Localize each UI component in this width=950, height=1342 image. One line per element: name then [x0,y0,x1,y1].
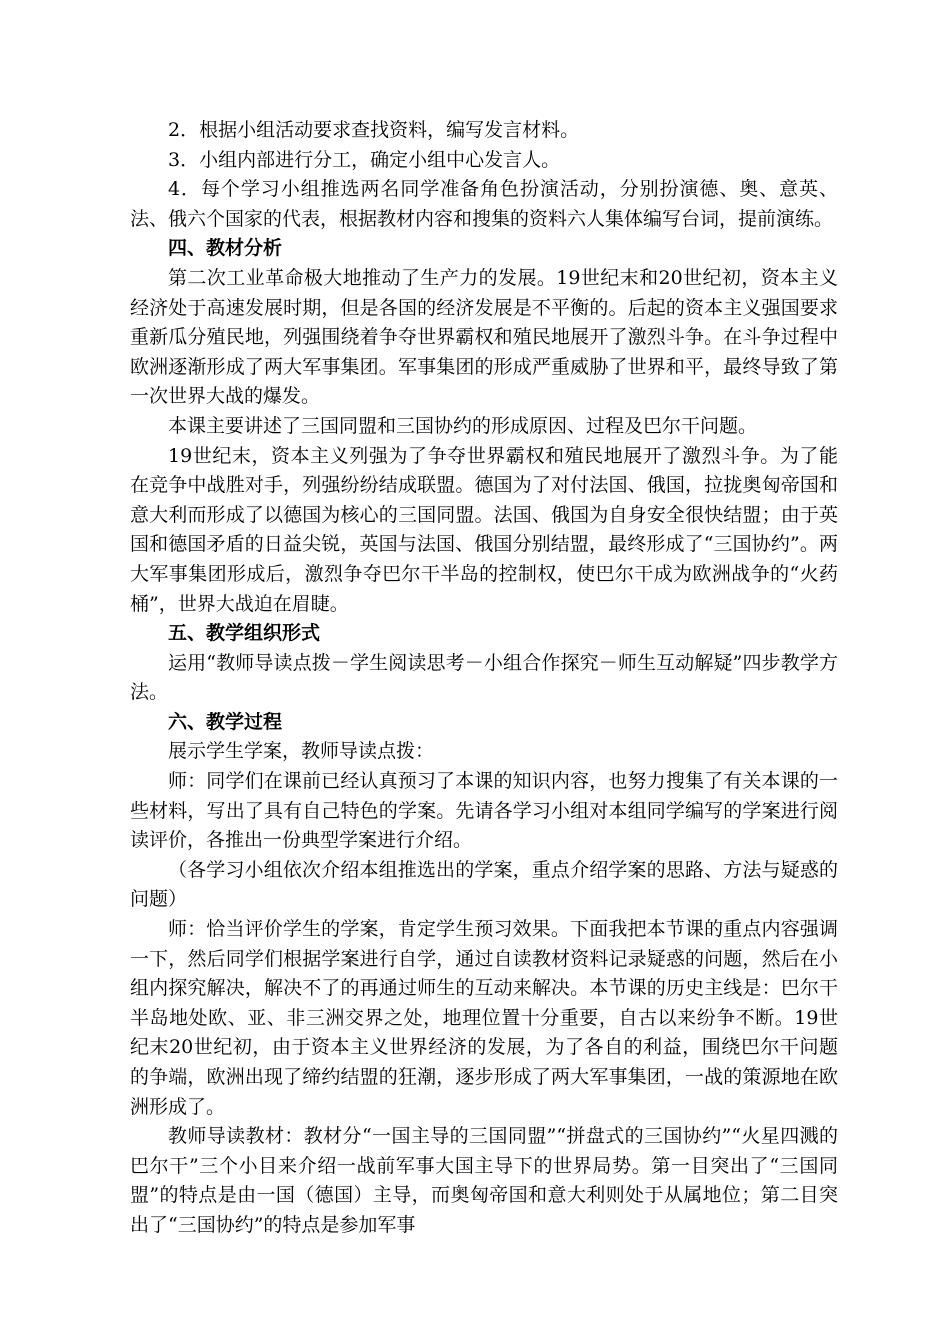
paragraph: 第二次工业革命极大地推动了生产力的发展。19世纪末和20世纪初，资本主义经济处于高速发展时期，但是各国的经济发展是不平衡的。后起的资本主义强国要求重新瓜分殖民地，列强围绕着争夺世界霸权和殖民地展开了激烈斗争。在斗争过程中欧洲逐渐形成了两大军事集团。军事集团的形成严重威胁了世界和平，最终导致了第一次世界大战的爆发。 [130,266,838,408]
paragraph: 3．小组内部进行分工，确定小组中心发言人。 [168,148,561,171]
section-heading: 六、教学过程 [168,710,283,733]
paragraph: 展示学生学案，教师导读点拨： [168,740,435,763]
paragraph: 教师导读教材：教材分“一国主导的三国同盟”“拼盘式的三国协约”“火星四溅的巴尔干”三个小目来介绍一战前军事大国主导下的世界局势。第一目突出了“三国同盟”的特点是由一国（德国）主导，而奥匈帝国和意大利则处于从属地位；第二目突出了“三国协约”的特点是参加军事 [130,1125,838,1236]
paragraph: 2．根据小组活动要求查找资料，编写发言材料。 [168,119,580,141]
paragraph: 4．每个学习小组推选两名同学准备角色扮演活动，分别扮演德、奥、意英、法、俄六个国家的代表，根据教材内容和搜集的资料六人集体编写台词，提前演练。 [130,178,838,230]
document-body [130,116,838,1241]
paragraph: 师：恰当评价学生的学案，肯定学生预习效果。下面我把本节课的重点内容强调一下，然后同学们根据学案进行自学，通过自读教材资料记录疑惑的问题，然后在小组内探究解决，解决不了的再通过师生的互动来解决。本节课的历史主线是：巴尔干半岛地处欧、亚、非三洲交界之处，地理位置十分重要，自古以来纷争不断。19世纪末20世纪初，由于资本主义世界经济的发展，为了各自的利益，围绕巴尔干问题的争端，欧洲出现了缔约结盟的狂潮，逐步形成了两大军事集团，一战的策源地在欧洲形成了。 [130,918,838,1118]
paragraph: 运用“教师导读点拨－学生阅读思考－小组合作探究－师生互动解疑”四步教学方法。 [130,651,838,704]
section-heading: 四、教材分析 [168,237,283,260]
paragraph: 师：同学们在课前已经认真预习了本课的知识内容，也努力搜集了有关本课的一些材料，写出了具有自己特色的学案。先请各学习小组对本组同学编写的学案进行阅读评价，各推出一份典型学案进行介绍。 [130,770,838,852]
paragraph: 本课主要讲述了三国同盟和三国协约的形成原因、过程及巴尔干问题。 [168,414,758,437]
paragraph: 19世纪末，资本主义列强为了争夺世界霸权和殖民地展开了激烈斗争。为了能在竞争中战胜对手，列强纷纷结成联盟。德国为了对付法国、俄国，拉拢奥匈帝国和意大利而形成了以德国为核心的三国同盟。法国、俄国为自身安全很快结盟；由于英国和德国矛盾的日益尖锐，英国与法国、俄国分别结盟，最终形成了“三国协约”。两大军事集团形成后，激烈争夺巴尔干半岛的控制权，使巴尔干成为欧洲战争的“火药桶”，世界大战迫在眉睫。 [130,444,838,615]
paragraph: （各学习小组依次介绍本组推选出的学案，重点介绍学案的思路、方法与疑惑的问题） [130,858,838,911]
section-heading: 五、教学组织形式 [168,622,321,645]
